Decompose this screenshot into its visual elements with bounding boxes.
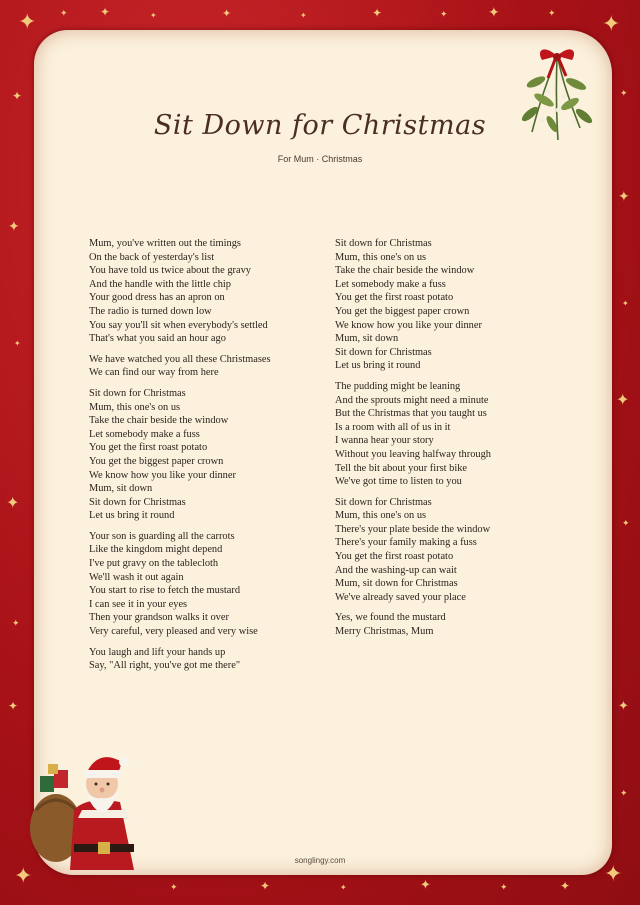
star-icon: ✦	[618, 189, 630, 205]
lyric-line: Let somebody make a fuss	[89, 428, 200, 440]
site-footer: songlingy.com	[294, 856, 346, 865]
lyric-line: Sit down for Christmas	[335, 496, 432, 508]
lyric-line: Like the kingdom might depend	[89, 544, 223, 556]
lyric-line: Mum, this one's on us	[335, 251, 427, 263]
lyric-line: Mum, sit down	[335, 333, 399, 345]
star-icon: ✦	[14, 864, 33, 889]
star-icon: ✦	[300, 11, 307, 20]
lyric-line: You start to rise to fetch the mustard	[89, 585, 241, 597]
lyric-line: Your good dress has an apron on	[89, 292, 225, 304]
star-icon: ✦	[8, 699, 19, 713]
star-icon: ✦	[548, 9, 556, 19]
star-icon: ✦	[222, 7, 232, 20]
lyric-line: We'll wash it out again	[89, 571, 184, 583]
lyric-line: The radio is turned down low	[89, 305, 212, 317]
star-icon: ✦	[18, 10, 37, 35]
lyric-line: Then your grandson walks it over	[89, 612, 229, 624]
song-title: Sit Down for Christmas	[153, 110, 487, 141]
lyrics-stanza	[89, 353, 319, 380]
star-icon: ✦	[618, 699, 629, 714]
star-icon: ✦	[420, 878, 431, 893]
lyrics-stanza	[335, 611, 565, 638]
lyric-line: Take the chair beside the window	[89, 415, 229, 427]
lyric-line: Is a room with all of us in it	[335, 421, 451, 433]
lyric-line: You laugh and lift your hands up	[89, 646, 226, 658]
lyrics-stanza	[335, 380, 565, 489]
lyrics-stanza	[89, 530, 319, 639]
song-subtitle: For Mum · Christmas	[277, 154, 363, 164]
lyric-line: The pudding might be leaning	[335, 380, 461, 392]
lyric-line: We know how you like your dinner	[335, 319, 482, 331]
lyric-line: We've got time to listen to you	[335, 476, 462, 488]
lyric-line: Without you leaving halfway through	[335, 448, 491, 460]
lyric-line: And the handle with the little chip	[89, 278, 231, 290]
lyric-line: You get the biggest paper crown	[89, 455, 224, 467]
lyric-line: There's your plate beside the window	[335, 523, 491, 535]
lyric-line: I wanna hear your story	[335, 435, 434, 447]
lyric-line: Very careful, very pleased and very wise	[89, 626, 258, 638]
lyric-line: Mum, you've written out the timings	[89, 238, 241, 249]
lyric-line: And the sprouts might need a minute	[335, 394, 489, 406]
star-icon: ✦	[440, 10, 448, 20]
lyric-line: Mum, this one's on us	[335, 510, 427, 522]
lyric-line: But the Christmas that you taught us	[335, 408, 487, 420]
lyric-line: Your son is guarding all the carrots	[89, 530, 235, 542]
lyric-line: Merry Christmas, Mum	[335, 626, 434, 638]
lyric-line: You get the first roast potato	[335, 292, 454, 304]
star-icon: ✦	[8, 219, 20, 235]
lyric-line: You get the biggest paper crown	[335, 305, 470, 317]
lyric-line: Sit down for Christmas	[89, 496, 186, 508]
lyric-line: And the washing-up can wait	[335, 564, 457, 576]
lyric-line: I've put gravy on the tablecloth	[89, 558, 219, 570]
star-icon: ✦	[372, 6, 383, 20]
lyric-line: You get the first roast potato	[335, 551, 454, 563]
star-icon: ✦	[604, 862, 623, 887]
star-icon: ✦	[12, 619, 20, 629]
lyric-line: We have watched you all these Christmases	[89, 353, 271, 365]
lyric-line: Let us bring it round	[89, 510, 175, 522]
lyrics-stanza	[89, 387, 319, 523]
lyric-line: Mum, this one's on us	[89, 401, 181, 413]
star-icon: ✦	[340, 883, 347, 892]
lyric-line: Mum, sit down	[89, 483, 153, 495]
lyric-line: Yes, we found the mustard	[335, 612, 446, 624]
lyric-line: Say, "All right, you've got me there"	[89, 660, 241, 672]
lyric-line: Sit down for Christmas	[335, 346, 432, 358]
lyric-line: Mum, sit down for Christmas	[335, 578, 458, 590]
lyrics-stanza	[89, 237, 319, 346]
star-icon: ✦	[14, 339, 21, 348]
lyric-line: We know how you like your dinner	[89, 469, 236, 481]
lyric-line: I can see it in your eyes	[89, 598, 188, 610]
star-icon: ✦	[620, 89, 628, 99]
lyric-line: There's your family making a fuss	[335, 537, 477, 549]
lyric-line: That's what you said an hour ago	[89, 333, 226, 345]
star-icon: ✦	[560, 879, 571, 893]
lyrics-column-left	[89, 237, 319, 680]
lyric-line: Tell the bit about your first bike	[335, 462, 468, 474]
lyrics-stanza	[89, 646, 319, 673]
star-icon: ✦	[488, 5, 500, 21]
star-icon: ✦	[622, 519, 630, 529]
lyric-line: On the back of yesterday's list	[89, 251, 215, 263]
lyric-line: We can find our way from here	[89, 367, 219, 379]
lyric-line: Let us bring it round	[335, 360, 421, 372]
star-icon: ✦	[602, 12, 621, 37]
star-icon: ✦	[170, 883, 178, 893]
lyrics-stanza	[335, 237, 565, 373]
lyric-line: Let somebody make a fuss	[335, 278, 446, 290]
lyrics-stanza	[335, 496, 565, 605]
lyric-line: You get the first roast potato	[89, 442, 208, 454]
star-icon: ✦	[500, 883, 508, 893]
lyric-line: Take the chair beside the window	[335, 265, 475, 277]
star-icon: ✦	[150, 11, 157, 20]
star-icon: ✦	[616, 390, 630, 409]
star-icon: ✦	[622, 299, 629, 308]
lyric-line: Sit down for Christmas	[89, 387, 186, 399]
star-icon: ✦	[620, 789, 628, 799]
lyric-line: You have told us twice about the gravy	[89, 265, 251, 277]
lyric-line: You say you'll sit when everybody's settled	[89, 319, 268, 331]
star-icon: ✦	[100, 5, 111, 19]
star-icon: ✦	[12, 89, 23, 103]
lyric-line: Sit down for Christmas	[335, 238, 432, 249]
star-icon: ✦	[260, 879, 271, 893]
lyrics-column-right	[335, 237, 565, 646]
lyric-line: We've already saved your place	[335, 591, 466, 603]
star-icon: ✦	[6, 493, 20, 512]
star-icon: ✦	[60, 9, 68, 19]
